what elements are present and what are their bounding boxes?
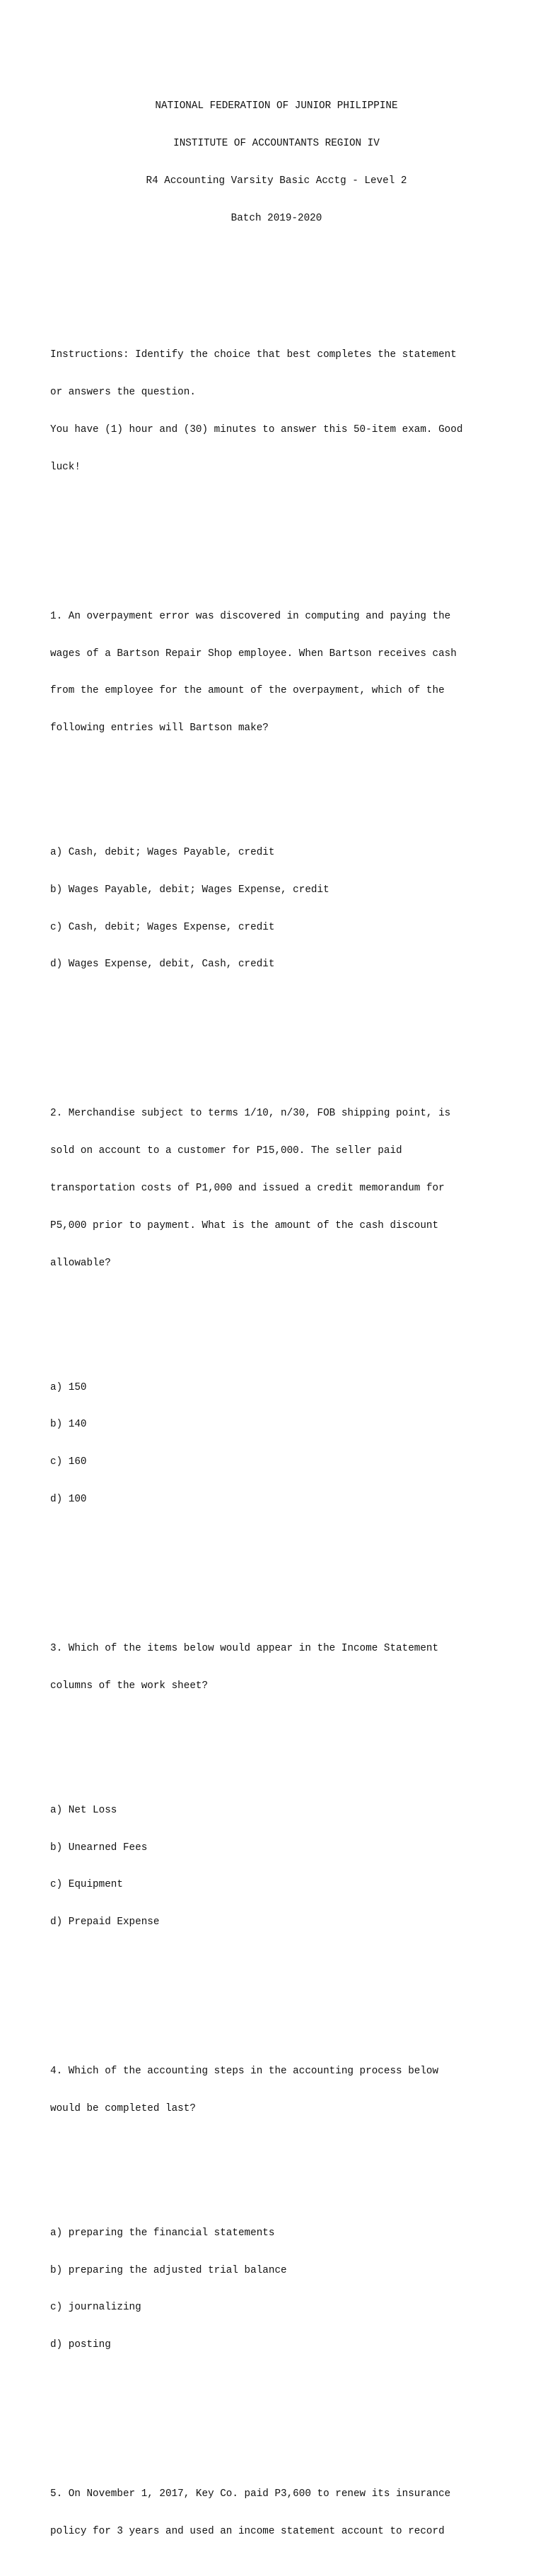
instructions-block <box>50 324 510 498</box>
header-line-3: R4 Accounting Varsity Basic Acctg - Level 2 <box>146 175 407 187</box>
spacer <box>50 1320 510 1333</box>
choice-c: c) journalizing <box>50 2302 141 2314</box>
question-text: 1. An overpayment error was discovered in computing and paying the <box>50 610 451 622</box>
question-2 <box>50 1083 510 1294</box>
question-text: would be completed last? <box>50 2102 196 2114</box>
choice-c: c) 160 <box>50 1456 87 1468</box>
question-text: following entries will Bartson make? <box>50 722 269 734</box>
spacer <box>50 524 510 537</box>
spacer <box>50 785 510 797</box>
choice-b: b) preparing the adjusted trial balance <box>50 2264 287 2276</box>
question-text: 4. Which of the accounting steps in the accounting process below <box>50 2066 439 2078</box>
spacer <box>50 1743 510 1755</box>
question-5 <box>50 2464 510 2563</box>
choice-c: c) Equipment <box>50 1879 123 1891</box>
instructions-line: luck! <box>50 461 81 473</box>
header-line-2: INSTITUTE OF ACCOUNTANTS REGION IV <box>173 138 380 150</box>
question-text: from the employee for the amount of the overpayment, which of the <box>50 685 445 697</box>
choice-a: a) 150 <box>50 1381 87 1393</box>
exam-document <box>50 51 510 2576</box>
question-text: policy for 3 years and used an income statement account to record <box>50 2526 445 2538</box>
header-line-1: NATIONAL FEDERATION OF JUNIOR PHILIPPINE <box>155 100 398 112</box>
choice-d: d) Wages Expense, debit, Cash, credit <box>50 959 275 971</box>
question-text: P5,000 prior to payment. What is the amount of the cash discount <box>50 1219 439 1231</box>
choice-b: b) Unearned Fees <box>50 1842 148 1854</box>
question-3-choices <box>50 1780 510 1954</box>
exam-header <box>50 76 503 250</box>
question-3 <box>50 1618 510 1718</box>
choice-d: d) Prepaid Expense <box>50 1916 160 1928</box>
choice-d: d) 100 <box>50 1493 87 1505</box>
question-2-choices <box>50 1357 510 1530</box>
question-text: 3. Which of the items below would appear in the Income Statement <box>50 1643 439 1654</box>
choice-a: a) Net Loss <box>50 1804 117 1816</box>
question-1 <box>50 586 510 760</box>
instructions-line: You have (1) hour and (30) minutes to answer this 50-item exam. Good <box>50 423 463 435</box>
question-text: sold on account to a customer for P15,000. The seller paid <box>50 1145 402 1157</box>
choice-a: a) Cash, debit; Wages Payable, credit <box>50 847 275 858</box>
question-text: 5. On November 1, 2017, Key Co. paid P3,600 to renew its insurance <box>50 2488 451 2500</box>
instructions-line: Instructions: Identify the choice that best completes the statement <box>50 349 457 361</box>
choice-b: b) Wages Payable, debit; Wages Expense, credit <box>50 884 329 896</box>
spacer <box>50 2165 510 2178</box>
spacer <box>50 1556 510 1569</box>
spacer <box>50 1979 510 1991</box>
question-text: 2. Merchandise subject to terms 1/10, n/30, FOB shipping point, is <box>50 1108 451 1120</box>
spacer <box>50 2401 510 2414</box>
question-1-choices <box>50 822 510 996</box>
question-text: wages of a Bartson Repair Shop employee. When Bartson receives cash <box>50 648 457 660</box>
instructions-line: or answers the question. <box>50 387 196 399</box>
choice-a: a) preparing the financial statements <box>50 2227 275 2239</box>
spacer <box>50 275 510 288</box>
choice-d: d) posting <box>50 2339 111 2351</box>
question-text: transportation costs of P1,000 and issued a credit memorandum for <box>50 1183 445 1195</box>
header-line-4: Batch 2019-2020 <box>230 212 322 224</box>
choice-b: b) 140 <box>50 1419 87 1431</box>
spacer <box>50 1021 510 1034</box>
choice-c: c) Cash, debit; Wages Expense, credit <box>50 921 275 933</box>
question-4-choices <box>50 2203 510 2377</box>
question-4 <box>50 2041 510 2141</box>
question-text: columns of the work sheet? <box>50 1680 209 1692</box>
question-text: allowable? <box>50 1257 111 1269</box>
